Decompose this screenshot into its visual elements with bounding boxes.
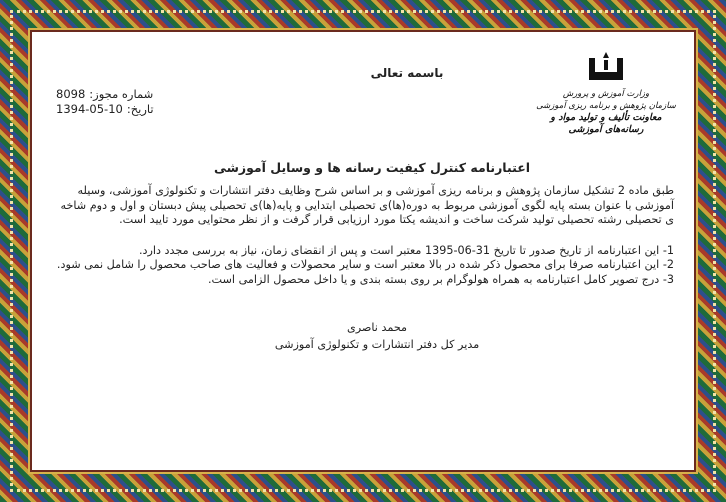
license-number-label: شماره مجوز: <box>89 87 154 101</box>
ministry-logo <box>536 52 676 136</box>
condition-item: 3- درج تصویر کامل اعتبارنامه به همراه هولوگرام بر روی بسته بندی و یا داخل محصول الزامی است. <box>208 272 674 286</box>
document-body <box>52 184 674 288</box>
license-date-label: تاریخ: <box>126 102 154 116</box>
certificate-paper <box>32 32 694 470</box>
signature-block <box>232 319 522 353</box>
heading: باسمه تعالی <box>370 66 444 80</box>
condition-item: 2- این اعتبارنامه صرفا برای محصول ذکر شده در بالا معتبر است و سایر محصولات و فعالیت های صاحب محصول را شامل نمی شود. <box>56 258 674 272</box>
ministry-emblem-icon <box>587 52 625 86</box>
signatory-name: محمد ناصری <box>346 321 408 334</box>
license-number-value: 8098 <box>56 87 86 101</box>
logo-line-1: وزارت آموزش و پرورش <box>562 89 650 99</box>
signatory-position: مدیر کل دفتر انتشارات و تکنولوژی آموزشی <box>274 338 480 351</box>
license-meta <box>56 87 166 117</box>
document-title: اعتبارنامه کنترل کیفیت رسانه ها و وسایل آموزشی <box>213 160 531 175</box>
license-date-value: 1394-05-10 <box>56 102 123 116</box>
conditions-list <box>52 244 674 288</box>
logo-line-2: سازمان پژوهش و برنامه ریزی آموزشی <box>536 101 676 111</box>
intro-paragraph: طبق ماده 2 تشکیل سازمان پژوهش و برنامه ریزی آموزشی و بر اساس شرح وظایف دفتر انتشارات و تکنولوژی آموزشی، وسیله آموزشی با عنوان بسته پایه لگوی آموزشی مربوط به دوره(ها)ی تحصیلی ابتدایی و پایه(ها)ی تحصیلی پیش دبستان و اول و دوم شاخه ی تحصیلی رشته تحصیلی تولید شرکت ساخت و اندیشه یکتا مورد ارزیابی قرار گرفت و از نظر محتوایی مورد تایید است. <box>60 184 674 227</box>
condition-item: 1- این اعتبارنامه از تاریخ صدور تا تاریخ 31-06-1395 معتبر است و پس از انقضای زمان، نیاز به بررسی مجدد دارد. <box>138 243 674 257</box>
license-date-row <box>56 102 166 117</box>
logo-line-3: معاونت تألیف و تولید مواد و رسانه‌های آموزشی <box>550 112 662 135</box>
license-number-row <box>56 87 166 102</box>
